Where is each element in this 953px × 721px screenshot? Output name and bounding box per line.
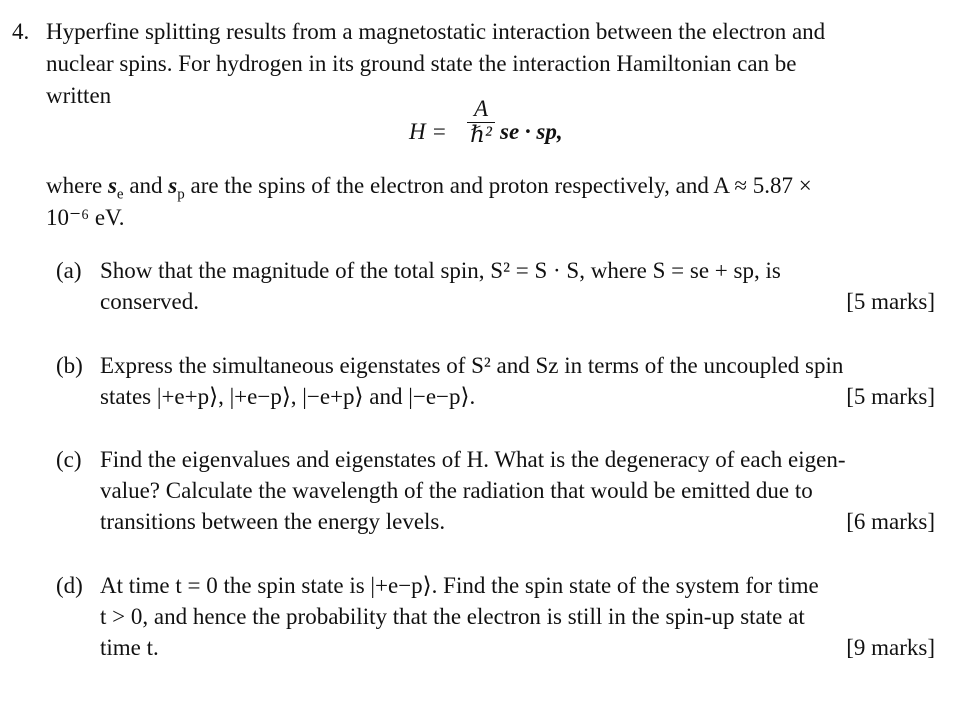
equation-rhs: se · sp, bbox=[500, 119, 563, 144]
part-c-line-3: transitions between the energy levels. bbox=[100, 509, 446, 534]
part-b-marks: [5 marks] bbox=[846, 384, 935, 409]
part-d-marks: [9 marks] bbox=[846, 635, 935, 660]
part-b-label: (b) bbox=[56, 353, 83, 378]
part-c-line-2: value? Calculate the wavelength of the radiation that would be emitted due to bbox=[100, 478, 813, 503]
part-a-line-1: Show that the magnitude of the total spin, S² = S · S, where S = se + sp, is bbox=[100, 258, 781, 283]
intro-line-1: Hyperfine splitting results from a magnetostatic interaction between the electron and bbox=[46, 19, 826, 44]
part-d-line-3: time t. bbox=[100, 635, 159, 660]
part-d-label: (d) bbox=[56, 573, 83, 598]
part-a-line-2: conserved. bbox=[100, 289, 199, 314]
question-number: 4. bbox=[12, 19, 30, 44]
where-line-1: where $s_e$ and $s_p$ are the spins of the electron and proton respectively, and A ≈ 5.87 × bbox=[46, 173, 812, 203]
part-a-marks: [5 marks] bbox=[846, 289, 935, 314]
intro-line-2: nuclear spins. For hydrogen in its ground state the interaction Hamiltonian can be bbox=[46, 51, 797, 76]
equation-lhs: H = bbox=[409, 119, 447, 144]
part-c-marks: [6 marks] bbox=[846, 509, 935, 534]
equation-fraction bbox=[466, 96, 496, 147]
part-a-label: (a) bbox=[56, 258, 82, 283]
part-b-line-1: Express the simultaneous eigenstates of S² and Sz in terms of the uncoupled spin bbox=[100, 353, 844, 378]
part-d-line-2: t > 0, and hence the probability that the electron is still in the spin-up state at bbox=[100, 604, 805, 629]
part-b-line-2: states |+e+p⟩, |+e−p⟩, |−e+p⟩ and |−e−p⟩. bbox=[100, 384, 476, 409]
where-line-2: 10⁻⁶ eV. bbox=[46, 205, 125, 230]
part-c-label: (c) bbox=[56, 447, 82, 472]
intro-line-3: written bbox=[46, 83, 112, 108]
part-c-line-1: Find the eigenvalues and eigenstates of H. What is the degeneracy of each eigen- bbox=[100, 447, 846, 472]
part-d-line-1: At time t = 0 the spin state is |+e−p⟩. Find the spin state of the system for time bbox=[100, 573, 819, 598]
equation-numerator: A bbox=[473, 96, 489, 121]
equation-denominator: ℏ² bbox=[470, 122, 492, 147]
